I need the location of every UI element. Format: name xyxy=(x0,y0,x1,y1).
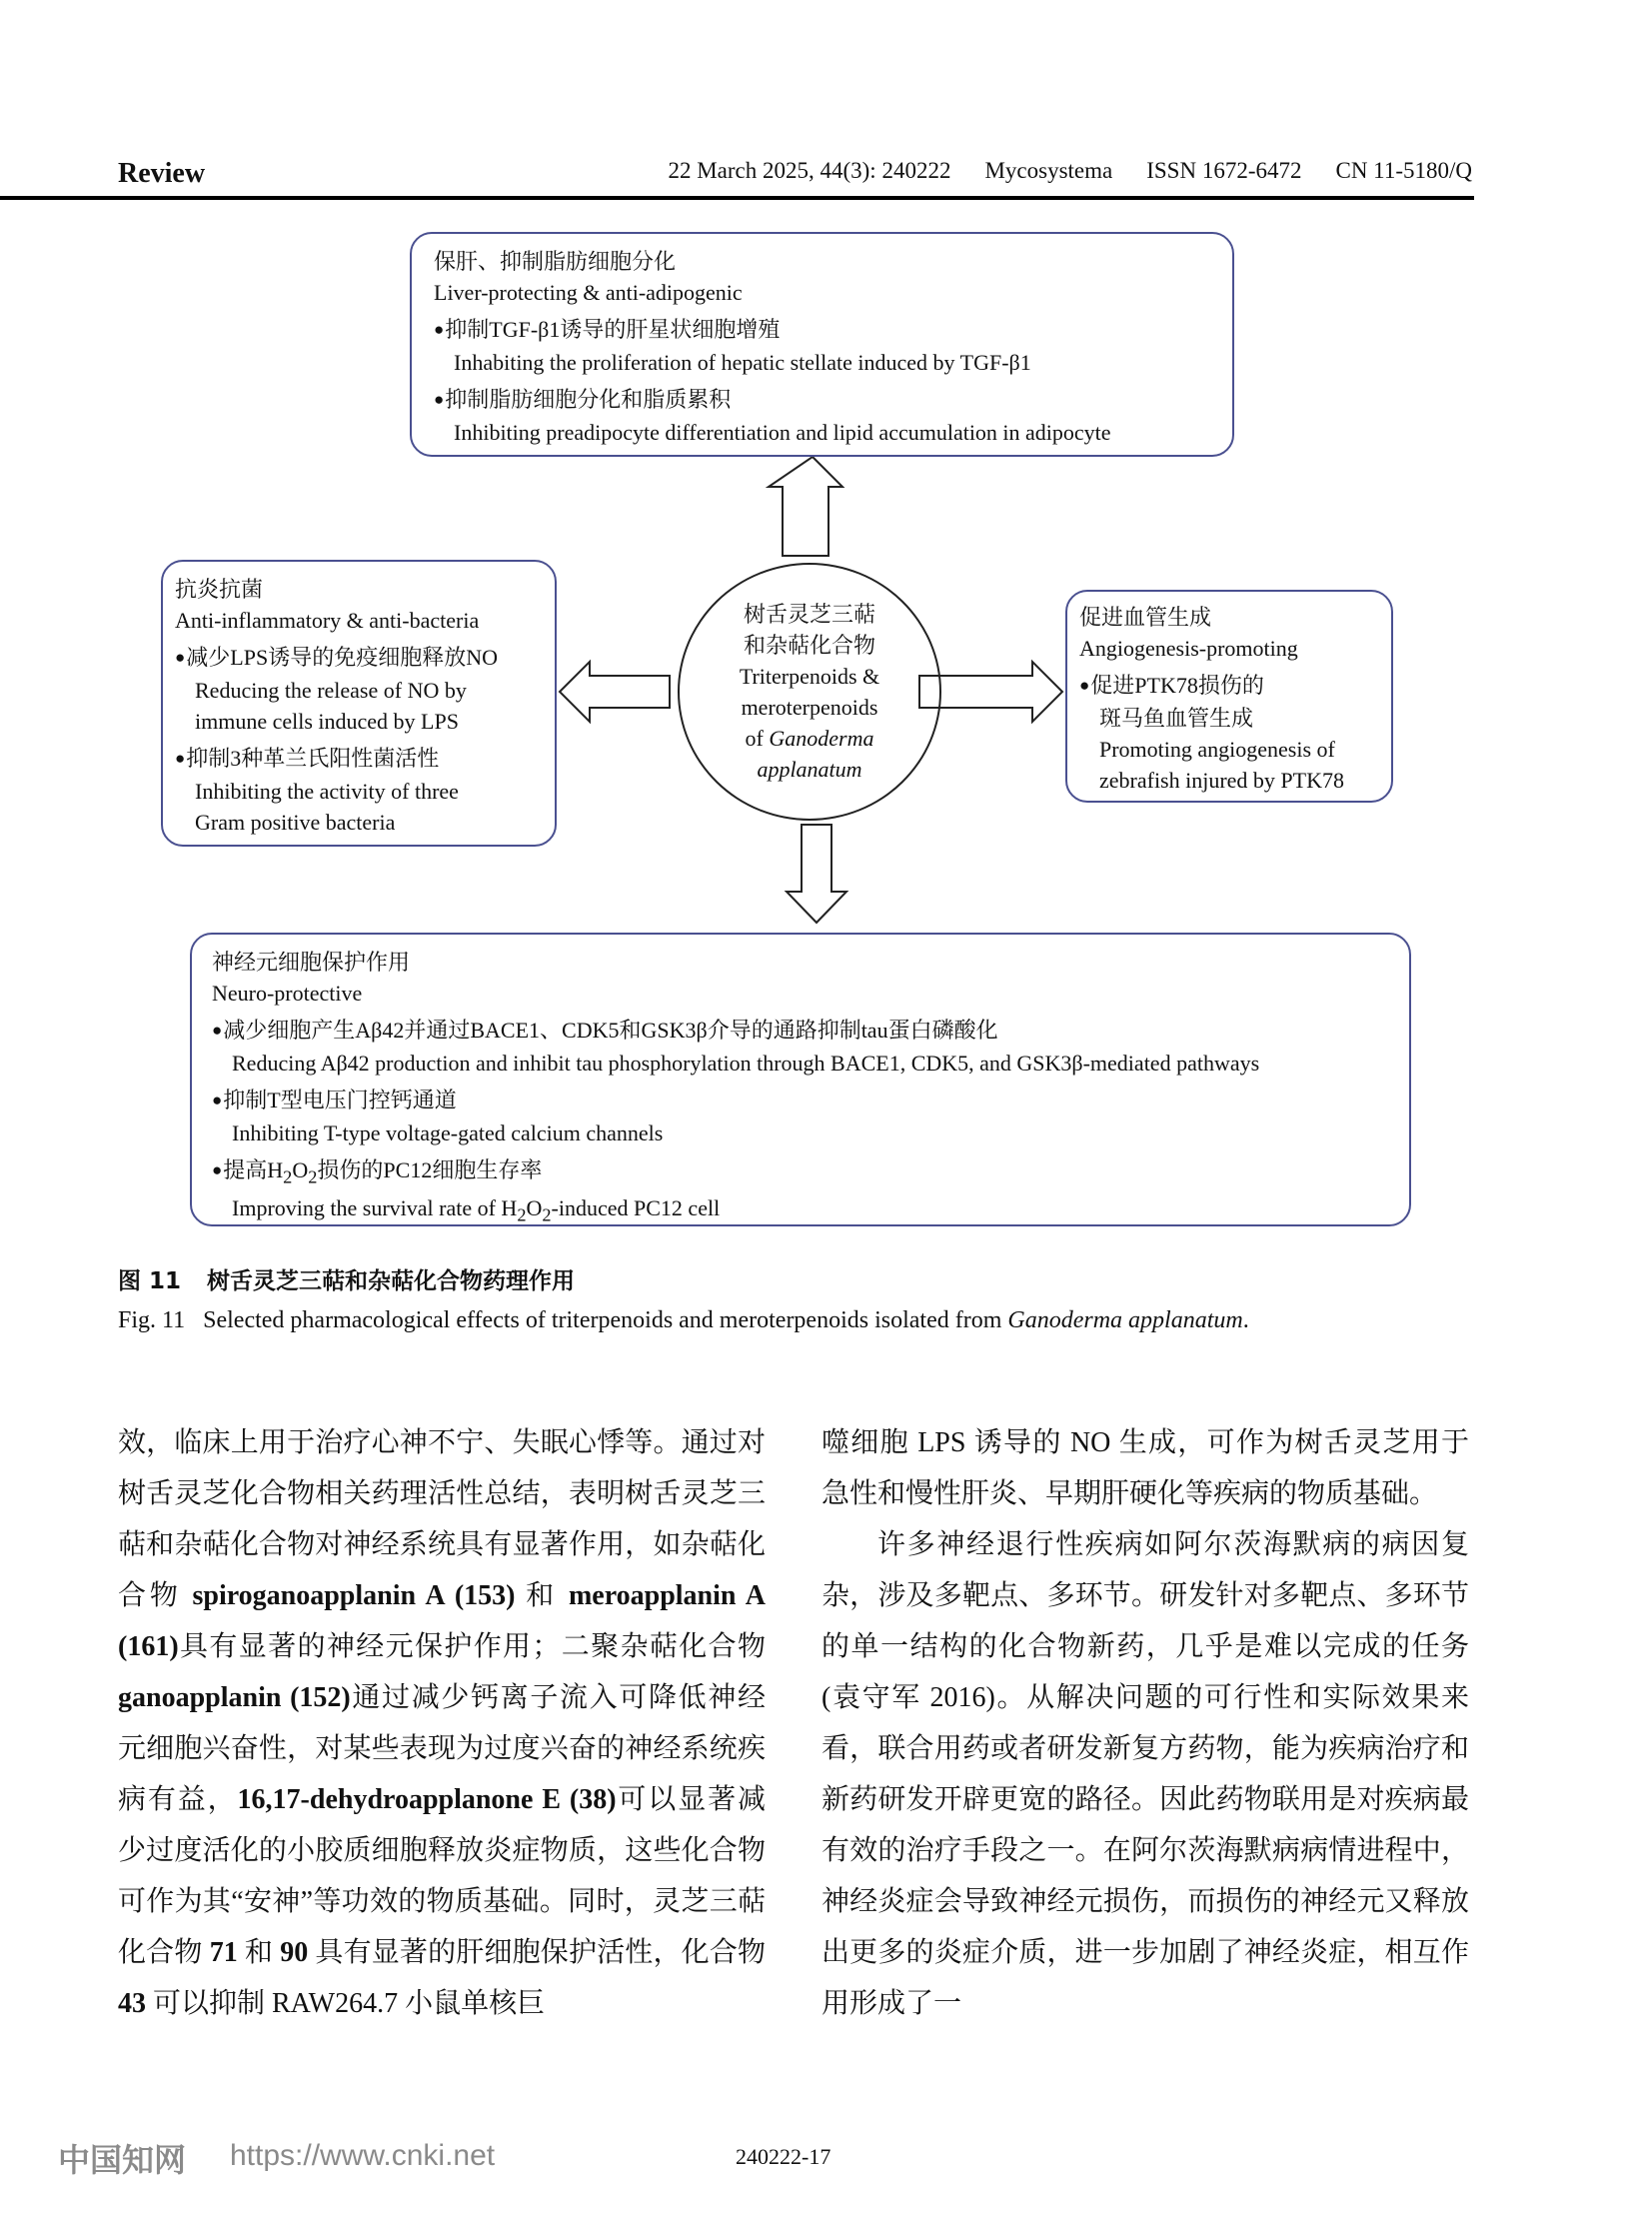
caption-en-italic: Ganoderma applanatum xyxy=(1007,1307,1243,1333)
bullet-item-en: Inhibiting preadipocyte differentiation and lipid accumulation in adipocyte xyxy=(454,420,1111,445)
issn: ISSN 1672-6472 xyxy=(1146,158,1302,183)
bullet-item-en: Inhabiting the proliferation of hepatic stellate induced by TGF-β1 xyxy=(454,350,1031,375)
text-run: 和 xyxy=(237,1937,281,1968)
cn-number: CN 11-5180/Q xyxy=(1335,158,1472,183)
box-title-cn: 抗炎抗菌 xyxy=(175,577,264,602)
paragraph: 噬细胞 LPS 诱导的 NO 生成，可作为树舌灵芝用于急性和慢性肝炎、早期肝硬化等疾病的物质基础。 xyxy=(822,1427,1469,1509)
text-run: 通过减少钙离子流入可降低神经元细胞兴奋性，对某些表现为过度兴奋的神经系统疾病有益， xyxy=(118,1682,766,1815)
figure-caption-en xyxy=(118,1302,1472,1339)
figure-caption-cn xyxy=(118,1262,575,1295)
compound-name: spiroganoapplanin A (153) xyxy=(192,1580,516,1611)
compound-name: 16,17-dehydroapplanone E (38) xyxy=(237,1784,617,1815)
center-cn-1: 树舌灵芝三萜 xyxy=(743,602,875,627)
compound-number: 43 xyxy=(118,1988,146,2019)
bullet-item-en: immune cells induced by LPS xyxy=(195,709,459,734)
bullet-item-cn: ● 减少细胞产生Aβ42并通过BACE1、CDK5和GSK3β介导的通路抑制tau蛋白磷酸化 xyxy=(212,1015,1409,1048)
caption-en-end: . xyxy=(1242,1307,1249,1333)
up-arrow-icon xyxy=(769,457,842,556)
anti-inflammatory-box xyxy=(161,560,557,847)
box-title-en: Neuro-protective xyxy=(212,981,363,1006)
bullet-item-cn: ● 促进PTK78损伤的 xyxy=(1079,670,1391,703)
bullet-item-en: Reducing the release of NO by xyxy=(195,678,467,703)
bullet-item-cn: ● 抑制T型电压门控钙通道 xyxy=(212,1085,1409,1117)
center-cn-2: 和杂萜化合物 xyxy=(743,633,875,658)
liver-protecting-box xyxy=(410,232,1234,457)
box-title-en: Anti-inflammatory & anti-bacteria xyxy=(175,608,480,633)
caption-cn-text: 树舌灵芝三萜和杂萜化合物药理作用 xyxy=(207,1268,576,1294)
bullet-item-cn-cont: 斑马鱼血管生成 xyxy=(1099,706,1254,731)
section-label: Review xyxy=(118,158,206,189)
subscript: 2 xyxy=(283,1166,293,1187)
neuro-protective-box xyxy=(190,933,1411,1226)
text: 损伤的PC12细胞生存率 xyxy=(317,1157,543,1182)
body-column-right xyxy=(822,1417,1469,2029)
text: -induced PC12 cell xyxy=(551,1195,721,1221)
caption-en-text: Fig. 11 Selected pharmacological effects of triterpenoids and meroterpenoids isolated from xyxy=(118,1307,1008,1333)
text: O xyxy=(292,1157,309,1182)
center-en-3-prefix: of xyxy=(745,726,770,751)
subscript: 2 xyxy=(308,1166,318,1187)
bullet-item-en: zebrafish injured by PTK78 xyxy=(1099,768,1344,793)
text-run: 可以显著减少过度活化的小胶质细胞释放炎症物质，这些化合物可作为其“安神”等功效的物质基础。同时，灵芝三萜化合物 xyxy=(118,1784,766,1968)
species-name: applanatum xyxy=(757,757,862,782)
bullet-item-cn: ● 减少LPS诱导的免疫细胞释放NO xyxy=(175,642,555,675)
text: Improving the survival rate of H xyxy=(232,1195,518,1221)
text-run: 效，临床上用于治疗心神不宁、失眠心悸等。通过对树舌灵芝化合物相关药理活性总结，表明树舌灵芝三萜和杂萜化合物对神经系统具有显著作用，如杂萜化合物 xyxy=(118,1427,766,1611)
subscript: 2 xyxy=(542,1204,552,1225)
body-column-left xyxy=(118,1417,766,2029)
compound-number: 90 xyxy=(280,1937,309,1968)
text-run: 可以抑制 RAW264.7 小鼠单核巨 xyxy=(146,1988,546,2019)
bullet-item-cn: ● 抑制TGF-β1诱导的肝星状细胞增殖 xyxy=(434,314,1232,347)
bullet-item-cn: ● 抑制脂肪细胞分化和脂质累积 xyxy=(434,384,1232,417)
text: 提高H xyxy=(223,1157,284,1182)
cnki-url[interactable]: https://www.cnki.net xyxy=(230,2139,496,2172)
paragraph xyxy=(118,1417,766,2029)
bullet-item-en: Promoting angiogenesis of xyxy=(1099,737,1335,762)
down-arrow-icon xyxy=(787,825,846,923)
bullet-item-en: Inhibiting T-type voltage-gated calcium channels xyxy=(232,1120,664,1145)
compound-number: 71 xyxy=(209,1937,238,1968)
compound-name: ganoapplanin (152) xyxy=(118,1682,351,1713)
left-arrow-icon xyxy=(560,662,670,722)
box-title-cn: 保肝、抑制脂肪细胞分化 xyxy=(434,249,677,274)
center-en-3 xyxy=(746,723,874,754)
text-run: 和 xyxy=(515,1580,569,1611)
date-issue: 22 March 2025, 44(3): 240222 xyxy=(668,158,951,183)
paragraph: 许多神经退行性疾病如阿尔茨海默病的病因复杂，涉及多靶点、多环节。研发针对多靶点、多环节的单一结构的化合物新药，几乎是难以完成的任务(袁守军 2016)。从解决问题的可行性和实际效果来看，联合用药或者研发新复方药物，能为疾病治疗和新药研发开辟更宽的路径。因此药物联用是对疾病最有效的治疗手段之一。在阿尔茨海默病病情进程中，神经炎症会导致神经元损伤，而损伤的神经元又释放出更多的炎症介质，进一步加剧了神经炎症，相互作用形成了一 xyxy=(822,1529,1469,2019)
bullet-item-cn: ● 抑制3种革兰氏阳性菌活性 xyxy=(175,743,555,776)
angiogenesis-box xyxy=(1065,590,1393,803)
bullet-item-en: Inhibiting the activity of three xyxy=(195,779,459,804)
box-title-cn: 神经元细胞保护作用 xyxy=(212,950,411,975)
cnki-logo: 中国知网 xyxy=(58,2141,187,2179)
text-run: 具有显著的肝细胞保护活性，化合物 xyxy=(308,1937,766,1968)
box-title-en: Angiogenesis-promoting xyxy=(1079,636,1298,661)
genus-name: Ganoderma xyxy=(769,726,874,751)
box-title-cn: 促进血管生成 xyxy=(1079,605,1212,630)
center-compound-circle xyxy=(678,563,941,821)
page-number: 240222-17 xyxy=(736,2144,831,2169)
journal-name: Mycosystema xyxy=(984,158,1113,183)
bullet-item-en: Gram positive bacteria xyxy=(195,810,396,835)
compound-name: meroapplanin A (161) xyxy=(118,1580,766,1662)
bullet-item-en xyxy=(212,1192,1409,1230)
bullet-item-cn xyxy=(212,1154,1409,1192)
arrows-layer xyxy=(0,0,1652,1000)
box-title-en: Liver-protecting & anti-adipogenic xyxy=(434,280,743,305)
figure-number: 图 11 xyxy=(118,1268,182,1294)
text: O xyxy=(526,1195,543,1221)
subscript: 2 xyxy=(517,1204,527,1225)
bullet-item-en: Reducing Aβ42 production and inhibit tau phosphorylation through BACE1, CDK5, and GSK3β-mediated pathways xyxy=(232,1051,1260,1076)
center-en-2: meroterpenoids xyxy=(741,695,878,720)
center-en-1: Triterpenoids & xyxy=(739,664,880,689)
text-run: 具有显著的神经元保护作用；二聚杂萜化合物 xyxy=(178,1631,766,1662)
